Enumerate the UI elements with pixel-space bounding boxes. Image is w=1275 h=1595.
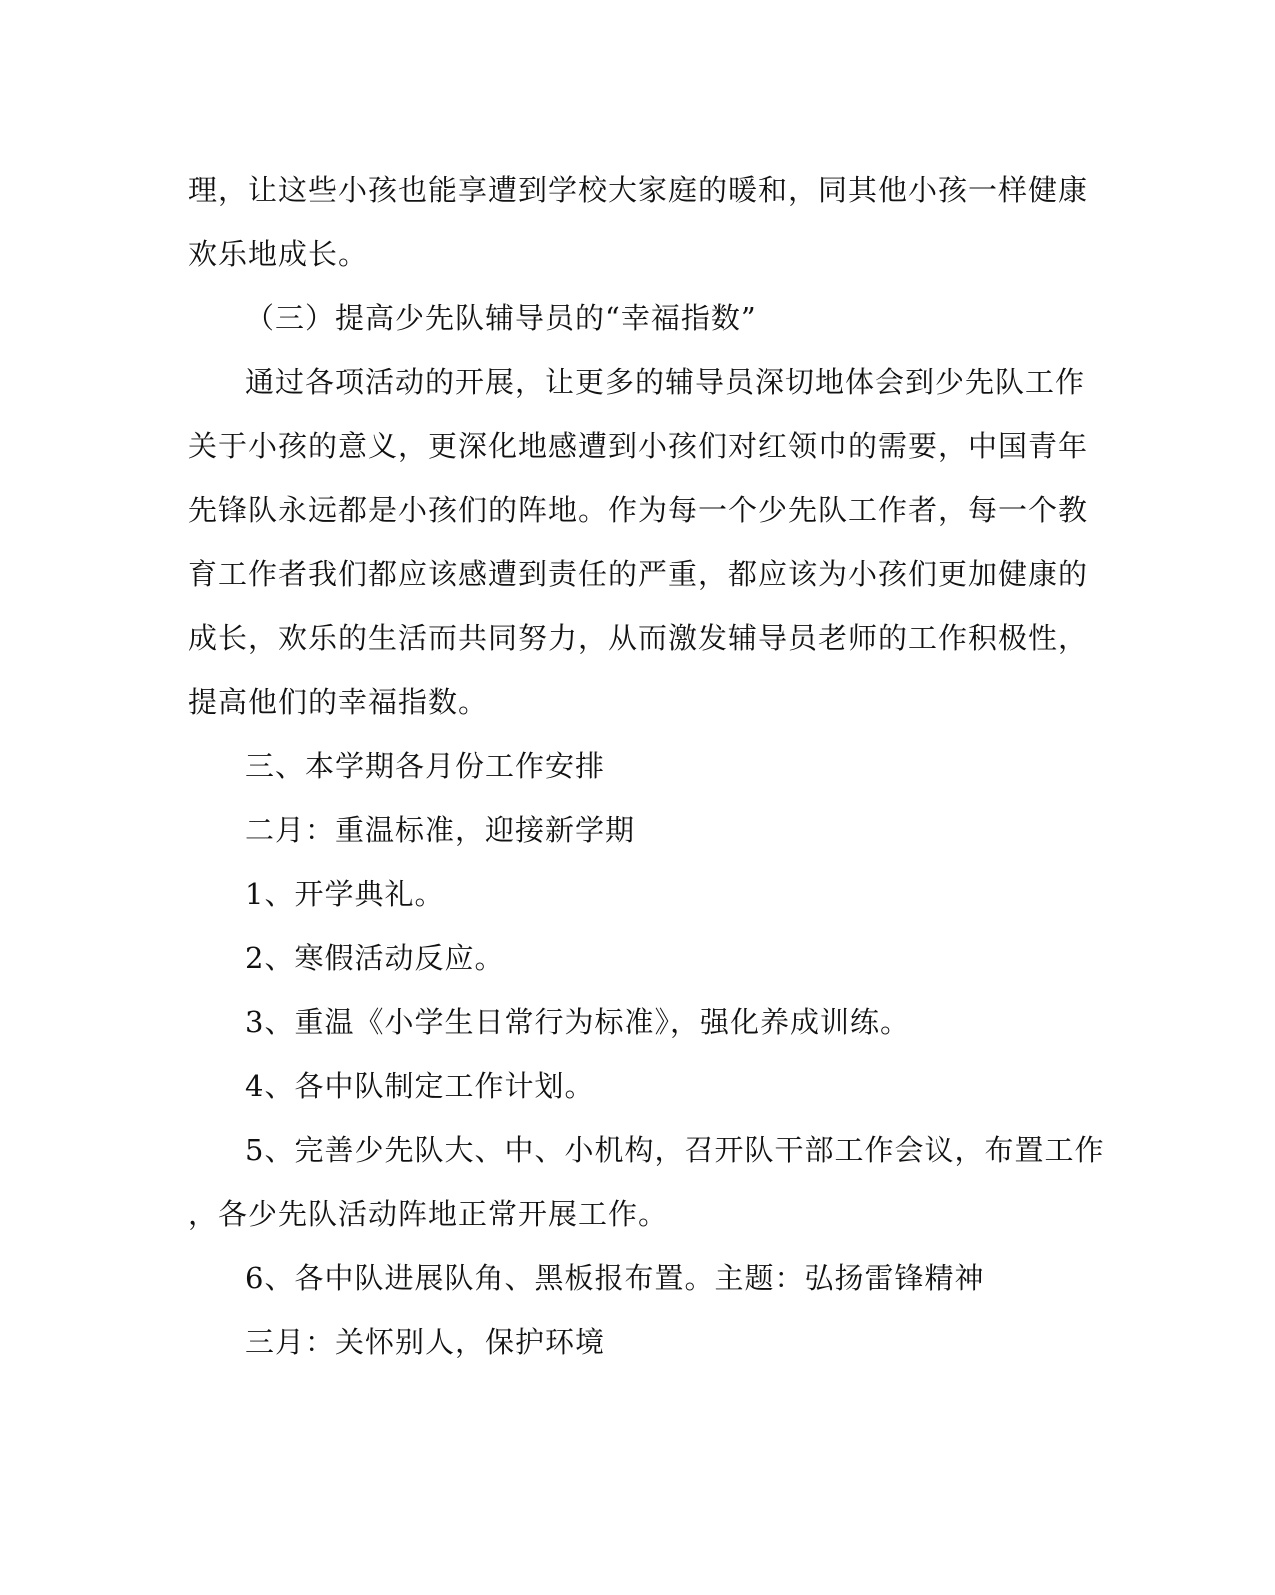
list-item: 1、开学典礼。 [245,877,445,911]
month-heading: 三月：关怀别人，保护环境 [245,1325,606,1359]
list-item: 2、寒假活动反应。 [245,941,505,975]
text-line: ，各少先队活动阵地正常开展工作。 [188,1197,669,1231]
list-item: 3、重温《小学生日常行为标准》，强化养成训练。 [245,1005,910,1039]
list-item: 6、各中队进展队角、黑板报布置。主题：弘扬雷锋精神 [245,1261,985,1295]
text-line: 欢乐地成长。 [188,237,369,271]
list-item: 4、各中队制定工作计划。 [245,1069,595,1103]
month-heading: 二月：重温标准，迎接新学期 [245,813,636,847]
text-line: 提高他们的幸福指数。 [188,685,489,719]
section-heading: 三、本学期各月份工作安排 [245,749,606,783]
text-line: 成长，欢乐的生活而共同努力，从而激发辅导员老师的工作积极性， [188,621,1089,655]
section-heading: （三）提高少先队辅导员的“幸福指数” [245,301,757,335]
text-line: 关于小孩的意义，更深化地感遭到小孩们对红领巾的需要，中国青年 [188,429,1089,463]
text-line: 先锋队永远都是小孩们的阵地。作为每一个少先队工作者，每一个教 [188,493,1089,527]
text-line: 育工作者我们都应该感遭到责任的严重，都应该为小孩们更加健康的 [188,557,1089,591]
text-line: 通过各项活动的开展，让更多的辅导员深切地体会到少先队工作 [245,365,1086,399]
list-item: 5、完善少先队大、中、小机构，召开队干部工作会议，布置工作 [245,1133,1105,1167]
text-line: 理，让这些小孩也能享遭到学校大家庭的暖和，同其他小孩一样健康 [188,173,1089,207]
